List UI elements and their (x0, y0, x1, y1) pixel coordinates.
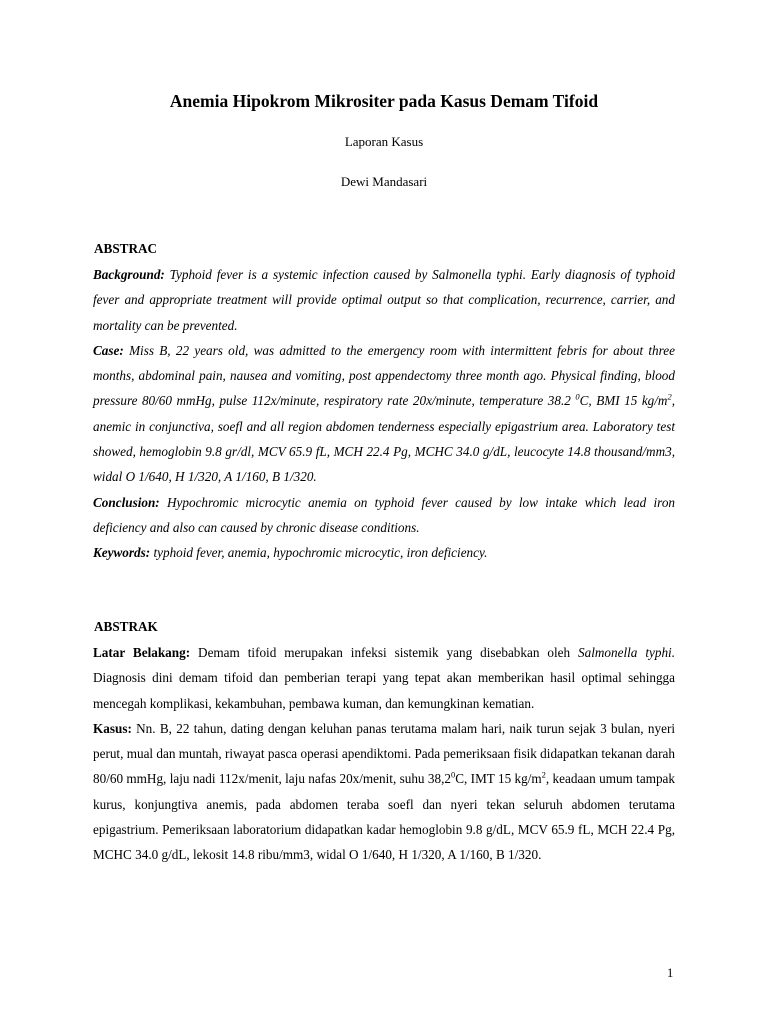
case-superscript-squared: 2 (667, 392, 672, 403)
keywords-text: typhoid fever, anemia, hypochromic microcytic, iron deficiency. (153, 545, 488, 561)
case-superscript-degree: 0 (575, 392, 580, 403)
kasus-text-2: C, IMT 15 kg/m (455, 771, 542, 787)
conclusion-label: Conclusion: (93, 494, 160, 510)
case-label: Case: (93, 342, 124, 358)
article-type: Laporan Kasus (344, 134, 424, 149)
kasus-label: Kasus: (93, 720, 132, 736)
kasus-text-3: , keadaan umum tampak kurus, konjungtiva anemis, pada abdomen teraba soefl dan nyeri tekan seluruh abdomen terutama epigastrium. Pemeriksaan laboratorium didapatkan kadar hemoglobin 9.8 g/dL, MCV 65.9 fL, MCH 22.4 Pg, MCHC 34.0 g/dL, lekosit 14.8 ribu/mm3, widal O 1/640, H 1/320, A 1/160, B 1/320. (93, 771, 675, 863)
abstract-en-section (93, 262, 675, 566)
abstract-en-case (93, 338, 675, 490)
conclusion-text: Hypochromic microcytic anemia on typhoid fever caused by low intake which lead iron deficiency and also can caused by chronic disease conditions. (93, 494, 676, 535)
case-text-3: , anemic in conjunctiva, soefl and all region abdomen tenderness especially epigastrium area. Laboratory test showed, hemoglobin 9.8 gr/dl, MCV 65.9 fL, MCH 22.4 Pg, MCHC 34.0 g/dL, leucocyte 14.8 thousand/mm3, widal O 1/640, H 1/320, A 1/160, B 1/320. (93, 393, 676, 485)
kasus-superscript-degree: 0 (450, 770, 456, 781)
author-name: Dewi Mandasari (340, 174, 428, 189)
abstract-en-conclusion (93, 490, 675, 541)
case-text-2: C, BMI 15 kg/m (579, 393, 668, 409)
latar-belakang-text-2: Diagnosis dini demam tifoid dan pemberian terapi yang tepat akan memberikan hasil optimal sehingga mencegah komplikasi, kekambuhan, pembawa kuman, dan kemungkinan kematian. (93, 670, 675, 711)
kasus-superscript-squared: 2 (541, 770, 546, 781)
abstract-id-section (93, 640, 675, 868)
background-label: Background: (93, 267, 165, 282)
latar-belakang-text-1: Demam tifoid merupakan infeksi sistemik yang disebabkan oleh (198, 645, 571, 660)
paper-title: Anemia Hipokrom Mikrositer pada Kasus Demam Tifoid (169, 91, 599, 111)
abstract-id-case (93, 716, 675, 868)
case-text-1: Miss B, 22 years old, was admitted to the emergency room with intermittent febris for about three months, abdominal pain, nausea and vomiting, post appendectomy three month ago. Physical finding, blood pressure 80/60 mmHg, pulse 112x/minute, respiratory rate 20x/minute, temperature 38.2 (93, 342, 675, 409)
latar-belakang-label: Latar Belakang: (93, 645, 191, 660)
latar-belakang-italic: Salmonella typhi. (578, 645, 675, 660)
abstract-id-heading: ABSTRAK (94, 619, 158, 634)
keywords-label: Keywords: (93, 545, 151, 561)
kasus-text-1: Nn. B, 22 tahun, dating dengan keluhan panas terutama malam hari, naik turun sejak 3 bulan, nyeri perut, mual dan muntah, riwayat pasca operasi apendiktomi. Pada pemeriksaan fisik didapatkan tekanan darah 80/60 mmHg, laju nadi 112x/menit, laju nafas 20x/menit, suhu 38,2 (93, 720, 675, 787)
abstract-id-background (93, 640, 675, 716)
abstract-en-background (93, 262, 675, 338)
abstract-en-heading: ABSTRAC (94, 241, 158, 256)
page-number: 1 (667, 966, 674, 980)
abstract-en-keywords (93, 540, 675, 565)
background-text: Typhoid fever is a systemic infection caused by Salmonella typhi. Early diagnosis of typhoid fever and appropriate treatment will provide optimal output so that complication, recurrence, carrier, and mortality can be prevented. (93, 267, 676, 333)
